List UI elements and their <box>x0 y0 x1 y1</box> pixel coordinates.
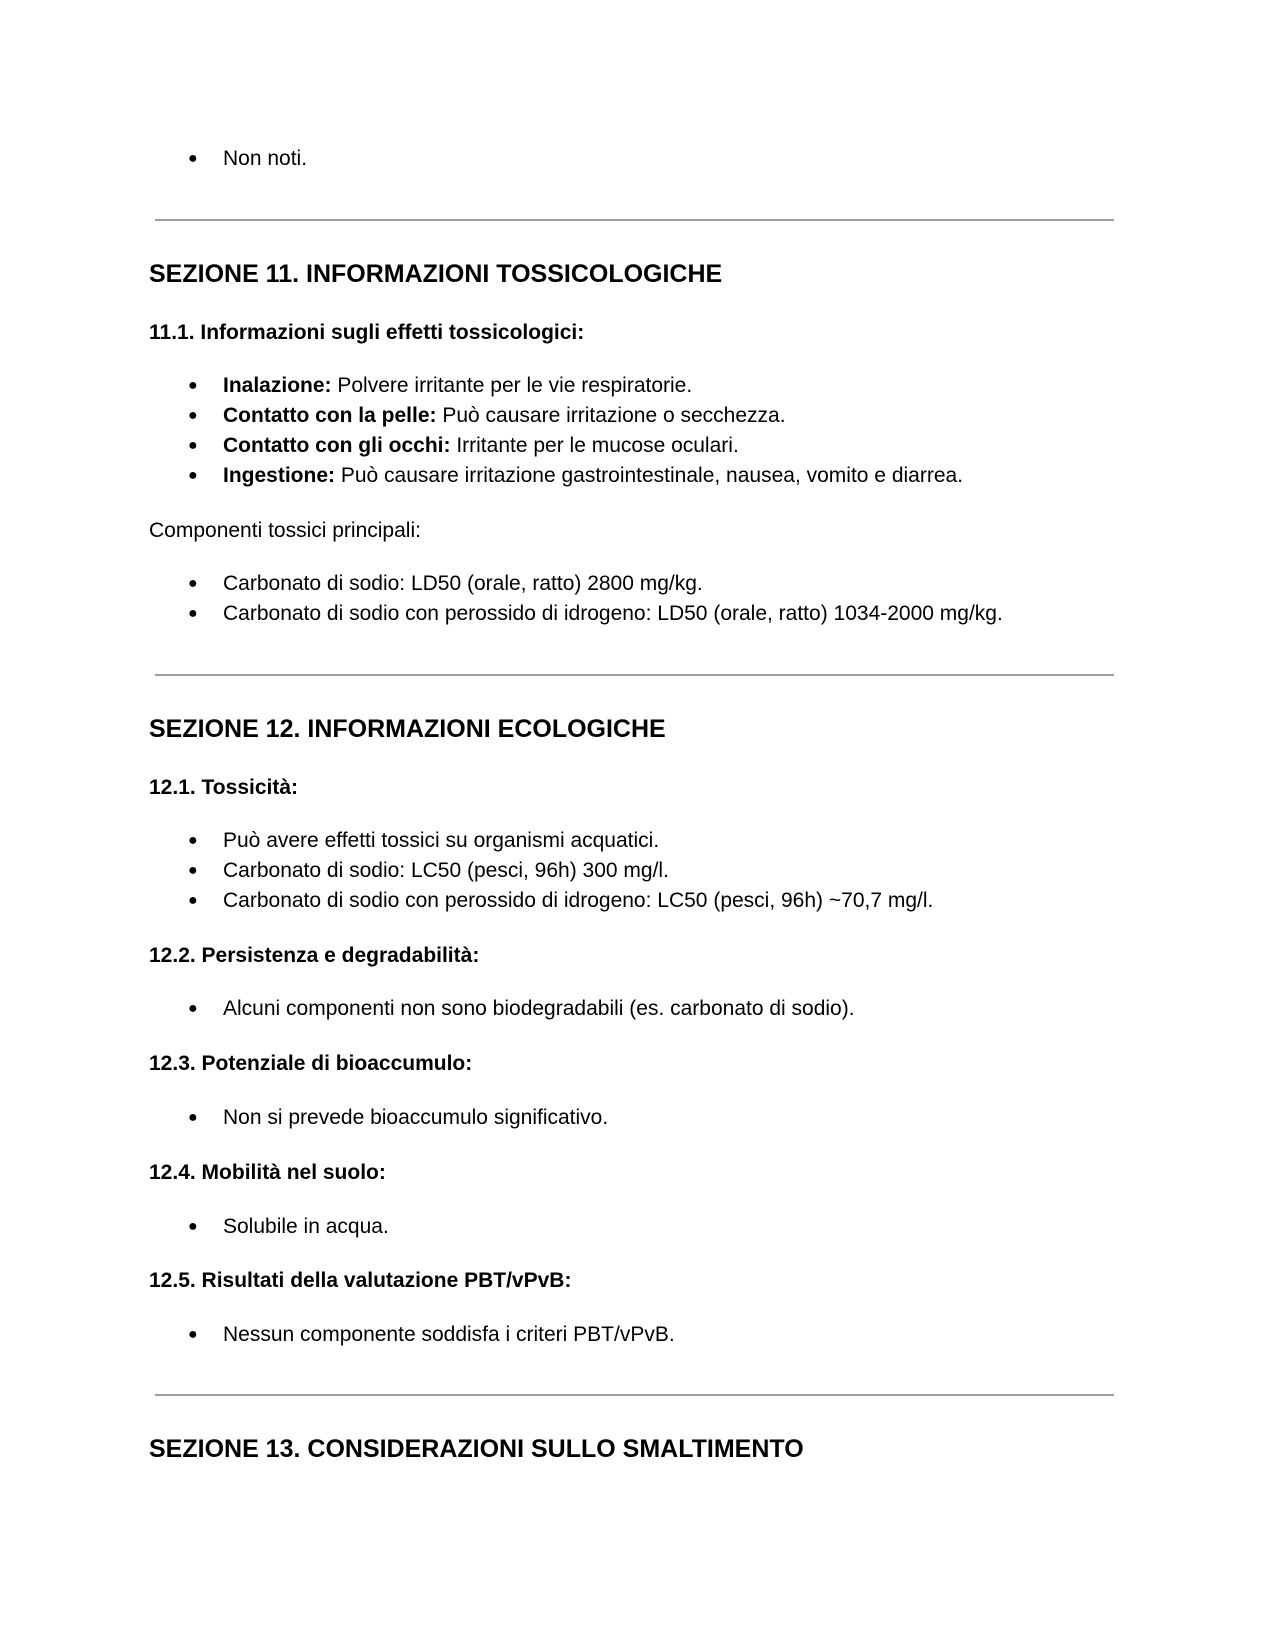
divider <box>155 674 1114 676</box>
bullet: ● <box>188 1218 198 1235</box>
list-item <box>0 1215 1275 1239</box>
bullet: ● <box>188 1109 198 1126</box>
divider <box>155 1394 1114 1396</box>
list-item <box>0 1323 1275 1347</box>
subsection-12-1-title: 12.1. Tossicità: <box>149 776 299 799</box>
bullet: ● <box>188 1000 198 1017</box>
list-item <box>0 404 1275 428</box>
list-item-text: Carbonato di sodio: LC50 (pesci, 96h) 300 mg/l. <box>223 859 669 882</box>
list-item <box>0 434 1275 458</box>
item-label: Ingestione: <box>223 464 336 487</box>
bullet: ● <box>188 377 198 394</box>
subsection-12-5-title: 12.5. Risultati della valutazione PBT/vPvB: <box>149 1269 572 1292</box>
subsection-12-2-title: 12.2. Persistenza e degradabilità: <box>149 944 480 967</box>
item-text: Può causare irritazione o secchezza. <box>436 404 786 427</box>
list-item-text: Alcuni componenti non sono biodegradabili (es. carbonato di sodio). <box>223 997 855 1020</box>
item-label: Contatto con gli occhi: <box>223 434 451 457</box>
list-item <box>0 374 1275 398</box>
subsection-12-4-title: 12.4. Mobilità nel suolo: <box>149 1161 386 1184</box>
list-item <box>0 829 1275 853</box>
bullet: ● <box>188 437 198 454</box>
list-item-text: Carbonato di sodio con perossido di idrogeno: LC50 (pesci, 96h) ~70,7 mg/l. <box>223 889 934 912</box>
list-item <box>0 1106 1275 1130</box>
bullet: ● <box>188 862 198 879</box>
list-item <box>0 997 1275 1021</box>
list-item-text: Solubile in acqua. <box>223 1215 389 1238</box>
subsection-11-1-title: 11.1. Informazioni sugli effetti tossicologici: <box>149 321 585 344</box>
bullet: ● <box>188 467 198 484</box>
list-item <box>0 889 1275 913</box>
list-item <box>0 602 1275 626</box>
components-label: Componenti tossici principali: <box>149 519 421 542</box>
item-text: Irritante per le mucose oculari. <box>450 434 739 457</box>
list-item <box>0 572 1275 596</box>
bullet: ● <box>188 892 198 909</box>
bullet: ● <box>188 575 198 592</box>
bullet: ● <box>188 407 198 424</box>
list-item-text: Può avere effetti tossici su organismi acquatici. <box>223 829 660 852</box>
item-text: Polvere irritante per le vie respiratorie. <box>331 374 693 397</box>
section-11-title: SEZIONE 11. INFORMAZIONI TOSSICOLOGICHE <box>149 260 723 288</box>
list-item-text: Non noti. <box>223 147 308 170</box>
item-label: Inalazione: <box>223 374 332 397</box>
bullet: ● <box>188 605 198 622</box>
list-item-text: Carbonato di sodio: LD50 (orale, ratto) 2800 mg/kg. <box>223 572 703 595</box>
list-item-text: Non si prevede bioaccumulo significativo. <box>223 1106 609 1129</box>
divider <box>155 219 1114 221</box>
bullet: ● <box>188 832 198 849</box>
bullet: ● <box>188 1326 198 1343</box>
list-item <box>0 859 1275 883</box>
item-text: Può causare irritazione gastrointestinale, nausea, vomito e diarrea. <box>335 464 964 487</box>
list-item-text: Nessun componente soddisfa i criteri PBT/vPvB. <box>223 1323 675 1346</box>
subsection-12-3-title: 12.3. Potenziale di bioaccumulo: <box>149 1052 473 1075</box>
section-13-title: SEZIONE 13. CONSIDERAZIONI SULLO SMALTIMENTO <box>149 1435 804 1463</box>
bullet: ● <box>188 150 198 167</box>
list-item <box>0 464 1275 488</box>
item-label: Contatto con la pelle: <box>223 404 437 427</box>
list-item <box>0 147 1275 171</box>
list-item-text: Carbonato di sodio con perossido di idrogeno: LD50 (orale, ratto) 1034-2000 mg/kg. <box>223 602 1003 625</box>
section-12-title: SEZIONE 12. INFORMAZIONI ECOLOGICHE <box>149 715 666 743</box>
